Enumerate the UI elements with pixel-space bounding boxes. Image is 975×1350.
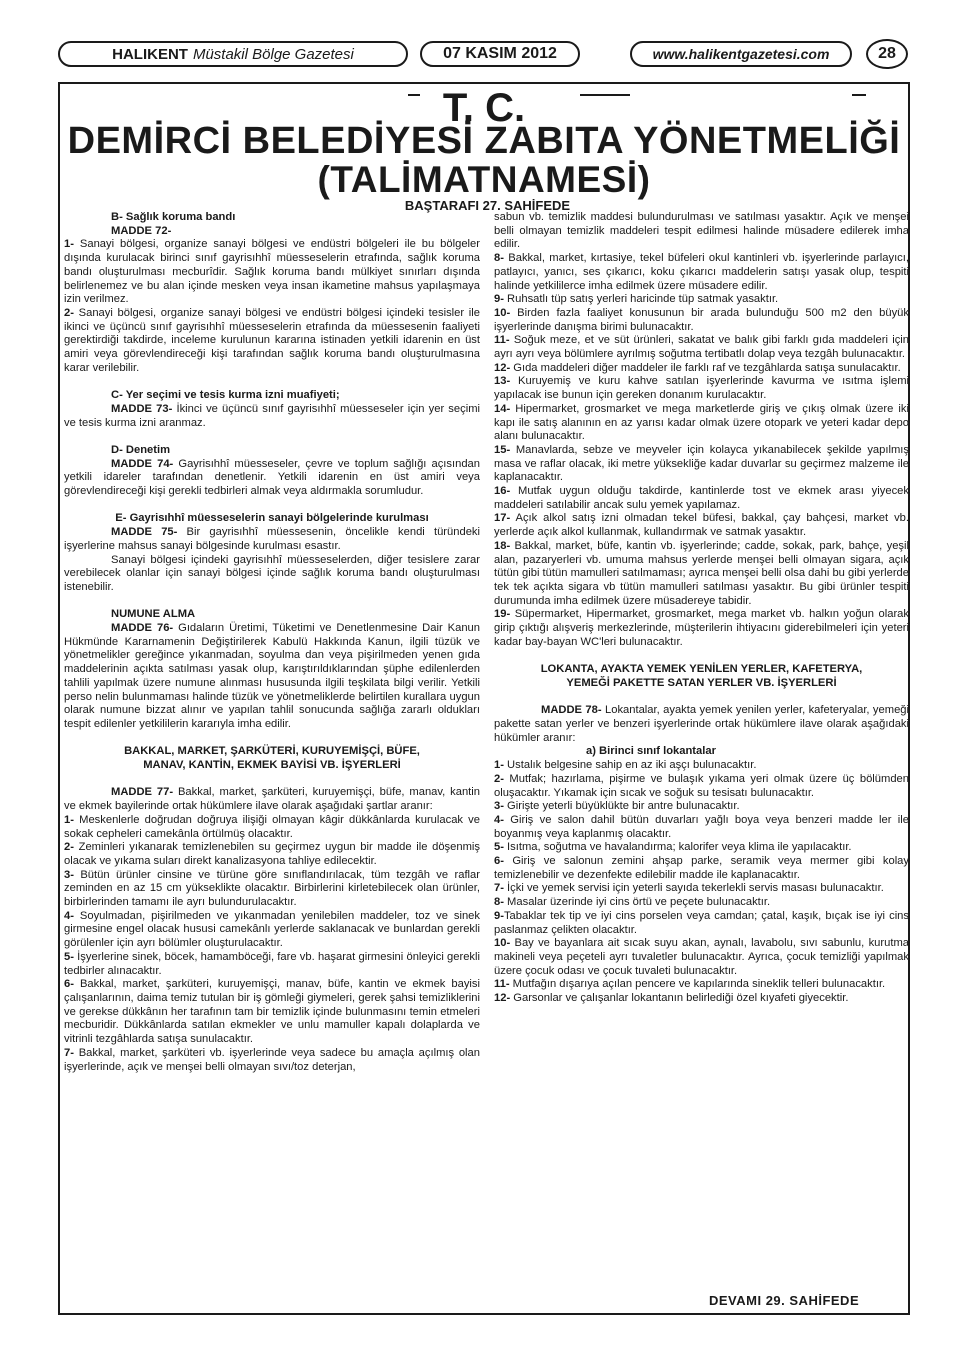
list-item: 2- Zeminleri yıkanarak temizlenebilen su geçirmez uygun bir madde ile döşenmiş olacak ve yıkama suları direkt kanalizasyona tahliye edilecektir.	[64, 841, 480, 867]
paragraph: 1- Sanayi bölgesi, organize sanayi bölgesi ve endüstri bölgeleri ile bu bölgeler dışında kurulacak birinci sınıf gayrisıhhî müesseselerin etrafında, sağlık koruma bandı oluşturulması mecburîdir. Sağlık koruma bandı mülkiyet sınırları dışında belirlenemez ve bu alan içinde mesken veya insan ikametine mahsus yapılaşmaya izin verilmez.	[64, 238, 480, 306]
list-item: 5- Isıtma, soğutma ve havalandırma; kalorifer veya klima ile yapılacaktır.	[494, 841, 852, 854]
paragraph: Sanayi bölgesi içindeki gayrisıhhî müesseselerden, diğer tesislere zarar verebilecek olanlar için sanayi bölgesi içinde sağlık koruma bandı oluşturulması istenebilir.	[64, 553, 480, 593]
continued-to: DEVAMI 29. SAHİFEDE	[709, 1293, 860, 1308]
paper-subtitle: Müstakil Bölge Gazetesi	[192, 45, 354, 63]
right-column	[494, 211, 909, 1006]
section-heading: MANAV, KANTİN, EKMEK BAYİSİ VB. İŞYERLERİ	[143, 759, 401, 772]
section-heading: a) Birinci sınıf lokantalar	[586, 745, 716, 758]
section-heading: NUMUNE ALMA	[111, 608, 196, 621]
list-item: 9- Ruhsatlı tüp satış yerleri haricinde tüp satmak yasaktır.	[494, 293, 779, 306]
list-item: 1- Ustalık belgesine sahip en az iki aşçı bulunacaktır.	[494, 759, 757, 772]
list-item: 6- Giriş ve salonun zemini ahşap parke, seramik veya mermer gibi kolay temizlenebilir ve dezenfekte edilebilir madde ile kaplanacaktır.	[494, 855, 909, 881]
list-item: 7- Bakkal, market, şarküteri vb. işyerlerinde veya sadece bu amaçla açılmış olan işyerlerinde, açık ve menşei belli olmayan sıvı/toz deterjan,	[64, 1046, 480, 1073]
list-item: 12- Garsonlar ve çalışanlar lokantanın belirlediği özel kıyafeti giyecektir.	[494, 992, 849, 1005]
continued-from: BAŞTARAFI 27. SAHİFEDE	[404, 198, 571, 213]
section-heading: LOKANTA, AYAKTA YEMEK YENİLEN YERLER, KAFETERYA,	[540, 663, 863, 676]
list-item: 13- Kuruyemiş ve kuru kahve satılan işyerlerinde kavurma ve ısıtma işlemi yapılacak ise bunun için gereken donanım kurulacaktır.	[494, 375, 909, 402]
issue-date: 07 KASIM 2012	[420, 41, 580, 67]
list-item: 14- Hipermarket, grosmarket ve mega marketlerde giriş ve çıkış olmak üzere iki kapı ile satış alanının en az yarısı kadar olmak üzere otopark ve yeteri kadar depo alanı bulunacaktır.	[494, 402, 909, 443]
section-heading: E- Gayrisıhhî müesseselerin sanayi bölgelerinde kurulması	[115, 512, 429, 525]
title-line-1: T. C.	[442, 86, 526, 130]
list-item: 7- İçki ve yemek servisi için yeterli sayıda tekerlekli servis masası bulunacaktır.	[494, 882, 884, 895]
paper-name: HALIKENT	[112, 45, 188, 63]
section-heading: B- Sağlık koruma bandı	[111, 211, 236, 223]
list-item: 15- Manavlarda, sebze ve meyveler için kolayca yıkanabilecek şekilde yapılmış masa ve raflar olacak, iki metre yüksekliğe kadar duvarlar su geçirmez malzeme ile kaplanacaktır.	[494, 443, 909, 484]
list-item: 10- Bay ve bayanlara ait sıcak suyu akan, aynalı, lavabolu, sıvı sabunlu, kurutma makineli veya peçeteli ayrı tuvaletler bulunacaktır. Ayrıca, çocuk temizliği yapılmak üzere çocuk odası ve çocuk tuvaleti bulunacaktır.	[494, 937, 909, 977]
section-heading: YEMEĞİ PAKETTE SATAN YERLER VB. İŞYERLERİ	[566, 676, 837, 689]
paragraph: 2- Sanayi bölgesi, organize sanayi bölgesi ve endüstri bölgesi içindeki tesisler ile ikinci ve üçüncü sınıf gayrisıhhî müesseselerin etrafında da müessesenin faaliyeti gerektirdiği takdirde, inceleme kurulunun kararına istinaden yetkili idarenin en üst amiri veya görevlendireceği kişi tarafından sağlık koruma bandı oluşturulmasına karar verilebilir.	[64, 306, 480, 374]
list-item: 16- Mutfak uygun olduğu takdirde, kantinlerde tost ve ekmek arası yiyecek maddeleri satılabilir ancak sulu yemek yapılamaz.	[494, 485, 909, 511]
title-line-2: DEMİRCİ BELEDİYESİ ZABITA YÖNETMELİĞİ	[67, 120, 901, 162]
paragraph: sabun vb. temizlik maddesi bulundurulması ve satılması yasaktır. Açık ve menşei belli olmayan temizlik maddeleri tespit edilmesi halinde müsadere edilerek imha edilir.	[494, 211, 909, 251]
list-item: 11- Mutfağın dışarıya açılan pencere ve kapılarında sineklik telleri bulunacaktır.	[494, 978, 886, 991]
list-item: 9-Tabaklar tek tip ve iyi cins porselen veya camdan; çatal, kaşık, bıçak ise iyi cins paslanmaz çelikten olacaktır.	[494, 909, 909, 936]
article-heading: MADDE 72-	[111, 224, 172, 237]
list-item: 8- Masalar üzerinde iyi cins örtü ve peçete bulunacaktır.	[494, 896, 771, 909]
paragraph: MADDE 75- Bir gayrisıhhî müessesenin, öncelikle kendi türündeki işyerlerine mahsus sanayi bölgesinde kurulması esastır.	[64, 526, 480, 552]
paragraph: MADDE 78- Lokantalar, ayakta yemek yenilen yerler, kafeteryalar, yemeği pakette satan yerler ve benzeri işyerlerinde ortak hükümlere ilave olarak aşağıdaki hükümler aranır:	[494, 704, 909, 744]
page-header	[58, 38, 910, 72]
list-item: 3- Bütün ürünler cinsine ve türüne göre sınıflandırılacak, tüm tezgâh ve raflar zeminden en az 15 cm yükseklikte olacaktır. Birbirlerini kirletebilecek olan ürünler, birbirlerinden tamamı ile ayrı bulundurulacaktır.	[64, 868, 480, 909]
section-heading: C- Yer seçimi ve tesis kurma izni muafiyeti;	[111, 389, 340, 402]
list-item: 3- Girişte yeterli büyüklükte bir antre bulunacaktır.	[494, 800, 740, 813]
paragraph: MADDE 73- İkinci ve üçüncü sınıf gayrisıhhî müesseseler için yer seçimi ve tesis kurma izni aranmaz.	[64, 402, 480, 429]
list-item: 4- Soyulmadan, pişirilmeden ve yıkanmadan yenilebilen maddeler, toz ve sinek girmesine engel olacak hususi camekânlı yerlerde saklanacak ve bunlardan gerekli görülenler için ayrı bölümler oluşturulacaktır.	[64, 909, 480, 950]
list-item: 2- Mutfak; hazırlama, pişirme ve bulaşık yıkama yeri olmak üzere üç bölümden oluşacaktır. Yıkamak için sıcak ve soğuk su tesisatı bulunacaktır.	[494, 772, 909, 799]
list-item: 4- Giriş ve salon dahil bütün duvarları yağlı boya veya benzeri madde ler ile boyanmış veya kaplanmış olacaktır.	[494, 813, 909, 840]
list-item: 10- Birden fazla faaliyet konusunun bir arada bulunduğu 500 m2 den büyük işyerlerinde danışma birimi bulunacaktır.	[494, 306, 909, 333]
list-item: 19- Süpermarket, Hipermarket, grosmarket, mega market vb. halkın yoğun olarak girip çıktığı alışveriş merkezlerinde, müşterilerin ihtiyacını giderebilmeleri için yeteri kadar bay-bayan WC'leri bulunacaktır.	[494, 608, 909, 648]
title-line-3: (TALİMATNAMESİ)	[317, 159, 651, 200]
section-heading: BAKKAL, MARKET, ŞARKÜTERİ, KURUYEMİŞÇİ, BÜFE,	[124, 745, 420, 758]
section-heading: D- Denetim	[111, 443, 171, 456]
list-item: 18- Bakkal, market, büfe, kantin vb. işyerlerinde; cadde, sokak, park, bahçe, yeşil alan, pazaryerleri vb. umuma mahsus yerlerde menşei belli olmayan sigara, açık tütün gibi tütün mamulleri satılmaması; ayrıca menşei belli olsa dahi bu gibi yerlerde tek tek açıkta sigara vb tütün mamulleri satılması yasaktır. Bu gibi ürünler tespiti durumunda imha edilmek üzere müsadereye tabidir.	[494, 539, 909, 607]
list-item: 8- Bakkal, market, kırtasiye, tekel büfeleri okul kantinleri vb. işyerlerinde parlayıcı, patlayıcı, yanıcı, ses çıkarıcı, koku çıkarıcı maddelerin satışı yasak olup, tespiti halinde yetkililerce imha edilmek üzere müsadere edilir.	[494, 252, 909, 292]
list-item: 17- Açık alkol satış izni olmadan tekel büfesi, bakkal, çay bahçesi, market vb. yerlerde açık alkol kullanmak, kullandırmak ve satmak yasaktır.	[494, 512, 909, 539]
list-item: 11- Soğuk meze, et ve süt ürünleri, sakatat ve balık gibi farklı gıda maddeleri için ayrı ayrı veya bölümlere ayrılmış soğutma tertibatlı dolap veya tezgâh bulunacaktır.	[494, 334, 909, 361]
paper-name-pill	[58, 41, 408, 67]
list-item: 12- Gıda maddeleri diğer maddeler ile farklı raf ve tezgâhlarda satışa sunulacaktır.	[494, 361, 901, 374]
left-column	[64, 211, 480, 1074]
paragraph: MADDE 77- Bakkal, market, şarküteri, kuruyemişçi, büfe, manav, kantin ve ekmek bayilerinde ortak hükümlere ilave olarak aşağıdaki şartlar aranır:	[64, 786, 480, 813]
list-item: 6- Bakkal, market, şarküteri, kuruyemişçi, manav, büfe, kantin ve ekmek bayisi çalışanlarının, daima temiz tutulan bir iş gömleği giymeleri, gerek şahsi temizliklerini ve gerekse dükkânın her tarafının tam bir temizlik içinde bulunmasını temin etmeleri mecburidir. Dükkânlarda satılan ekmekler ve unlu mamuller kapalı dolaplarda ve vitrinli tezgâhlarda satışa sunulacaktır.	[64, 978, 480, 1046]
page-number: 28	[866, 39, 908, 69]
website-link[interactable]: www.halikentgazetesi.com	[630, 41, 852, 67]
paragraph: MADDE 74- Gayrisıhhî müesseseler, çevre ve toplum sağlığı açısından yetkili idareler tarafından denetlenir. Yetkili idarenin en üst amiri veya görevlendireceği kişi gerekli tedbirleri almak veya aldırmakla sorumludur.	[64, 457, 480, 498]
list-item: 1- Meskenlerle doğrudan doğruya ilişiği olmayan kâgir dükkânlarda kurulacak ve sokak cepheleri camekânla örtülmüş olacaktır.	[64, 813, 480, 840]
paragraph: MADDE 76- Gıdaların Üretimi, Tüketimi ve Denetlenmesine Dair Kanun Hükmünde Kararnamenin Değiştirilerek Kabulü Hakkında Kanun, ilgili tüzük ve yönetmelikler gereğince yıkanmadan, soyulma dan veya pişirilmeden yenen gıda maddelerinin açıkta satılması yasak olup, karıştırıldıklarından şüphe edilenlerden tahlili yapılmak üzere numune alınması hususunda ilgili teşkilata bilgi verilir. Yetkili perso nelin bulunmaması halinde tüzük ve yönetmeliklerde belirtilen kurallara uygun olarak numune bizzat alınır ve yapılan tahlil sonucunda sağlığa zararlı oldukları tespit edilenler yetkililerin kararıyla imha edilir.	[64, 622, 481, 730]
list-item: 5- İşyerlerine sinek, böcek, hamamböceği, fare vb. haşarat girmesini önleyici gerekli tedbirler alınacaktır.	[64, 950, 480, 977]
